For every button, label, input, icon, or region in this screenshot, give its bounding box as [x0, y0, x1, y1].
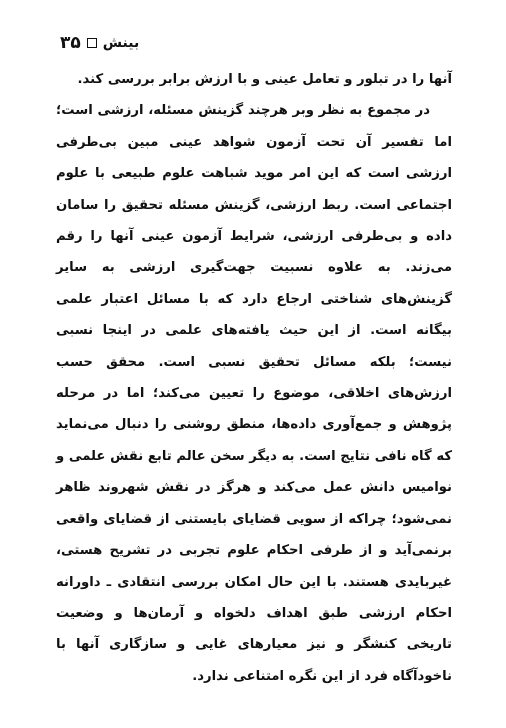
- page-number: ۳۵: [60, 33, 81, 53]
- body-text: [56, 64, 452, 692]
- running-head-title: بینش: [102, 35, 140, 51]
- paragraph-1: آنها را در تبلور و تعامل عینی و با ارزش برابر بررسی کند.: [77, 72, 452, 87]
- running-head: [60, 33, 450, 53]
- paragraph-2: در مجموع به نظر وبر هرچند گزینش مسئله، ارزشی است؛ اما تفسیر آن تحت آزمون شواهد عینی مبین بی‌طرفی ارزشی است که این امر موید شباهت علوم طبیعی با علوم اجتماعی است. ربط ارزشی، گزینش مسئله تحقیق را سامان داده و بی‌طرفی ارزشی، شرایط آزمون عینی آنها را رقم می‌زند. به علاوه نسبیت جهت‌گیری ارزشی به سایر گزینش‌های شناختی ارجاع دارد که با مسائل اعتبار علمی بیگانه است. از این حیث یافته‌های علمی در اینجا نسبی نیست؛ بلکه مسائل تحقیق نسبی است. محقق حسب ارزش‌های اخلاقی، موضوع را تعیین می‌کند؛ اما در مرحله پژوهش و جمع‌آوری داده‌ها، منطق روشنی را دنبال می‌نماید که گاه نافی نتایج است. به دیگر سخن عالم تابع نقش علمی و نوامیس دانش عمل می‌کند و هرگز در نقش شهروند ظاهر نمی‌شود؛ چراکه از سویی قضایای بایستنی از قضایای واقعی برنمی‌آید و از طرفی احکام علوم تجربی در تشریح هستی، غیربایدی هستند. با این حال امکان بررسی انتقادی ـ داورانه احکام ارزشی طبق اهداف دلخواه و آرمان‌ها و وضعیت تاریخی کنشگر و نیز معیارهای غایی و سازگاری آنها با ناخودآگاه فرد از این نگره امتناعی ندارد.: [56, 103, 452, 684]
- separator-square-icon: [87, 38, 97, 48]
